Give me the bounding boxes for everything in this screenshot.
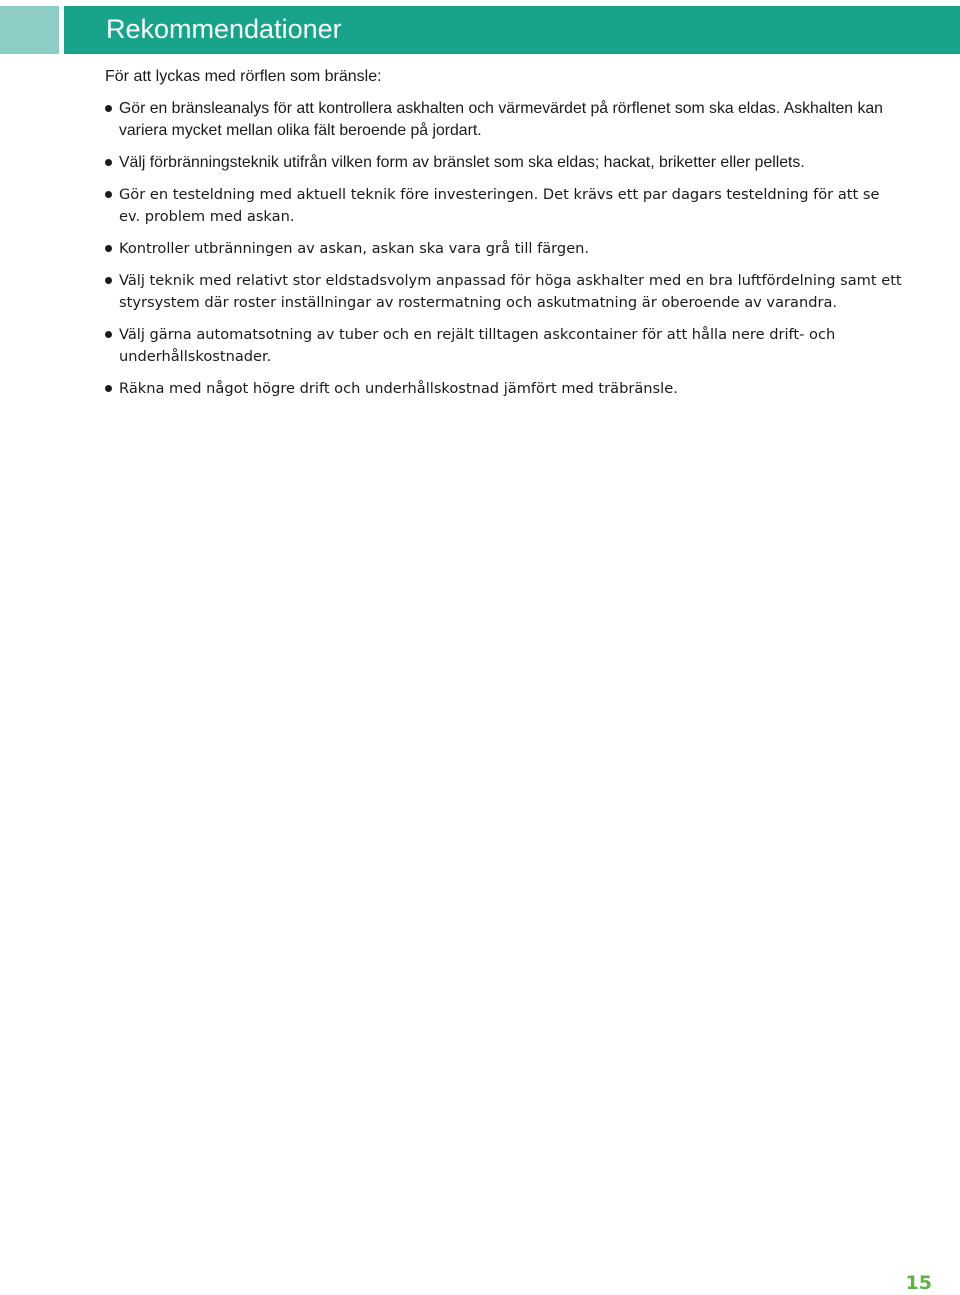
main-content [105,66,905,410]
list-item [105,152,905,174]
bullet-icon [105,331,112,338]
header-bar [64,6,960,54]
list-item-text: Gör en bränsleanalys för att kontrollera askhalten och värmevärdet på rörflenet som ska eldas. Askhalten kan variera mycket mellan olika fält beroende på jordart. [119,100,883,139]
list-item [105,324,905,368]
intro-text: För att lyckas med rörflen som bränsle: [105,68,382,85]
bullet-icon [105,245,112,252]
header-accent-tab [0,6,59,54]
list-item [105,98,905,142]
list-item-text: Räkna med något högre drift och underhållskostnad jämfört med träbränsle. [119,380,678,397]
bullet-icon [105,385,112,392]
list-item-text: Välj teknik med relativt stor eldstadsvolym anpassad för höga askhalter med en bra luftfördelning samt ett styrsystem där roster inställningar av rostermatning och askutmatning är oberoende av varandra. [119,272,902,311]
list-item [105,184,905,228]
list-item [105,270,905,314]
recommendation-list [105,98,905,400]
list-item-text: Gör en testeldning med aktuell teknik före investeringen. Det krävs ett par dagars testeldning för att se ev. problem med askan. [119,186,880,225]
bullet-icon [105,105,112,112]
page-number: 15 [905,1272,932,1294]
list-item-text: Välj gärna automatsotning av tuber och en rejält tilltagen askcontainer för att hålla nere drift- och underhållskostnader. [119,326,836,365]
bullet-icon [105,159,112,166]
list-item-text: Välj förbränningsteknik utifrån vilken form av bränslet som ska eldas; hackat, briketter eller pellets. [119,154,805,171]
page-title: Rekommendationer [106,14,342,44]
list-item-text: Kontroller utbränningen av askan, askan ska vara grå till färgen. [119,240,590,257]
list-item [105,238,905,260]
bullet-icon [105,191,112,198]
bullet-icon [105,277,112,284]
list-item [105,378,905,400]
